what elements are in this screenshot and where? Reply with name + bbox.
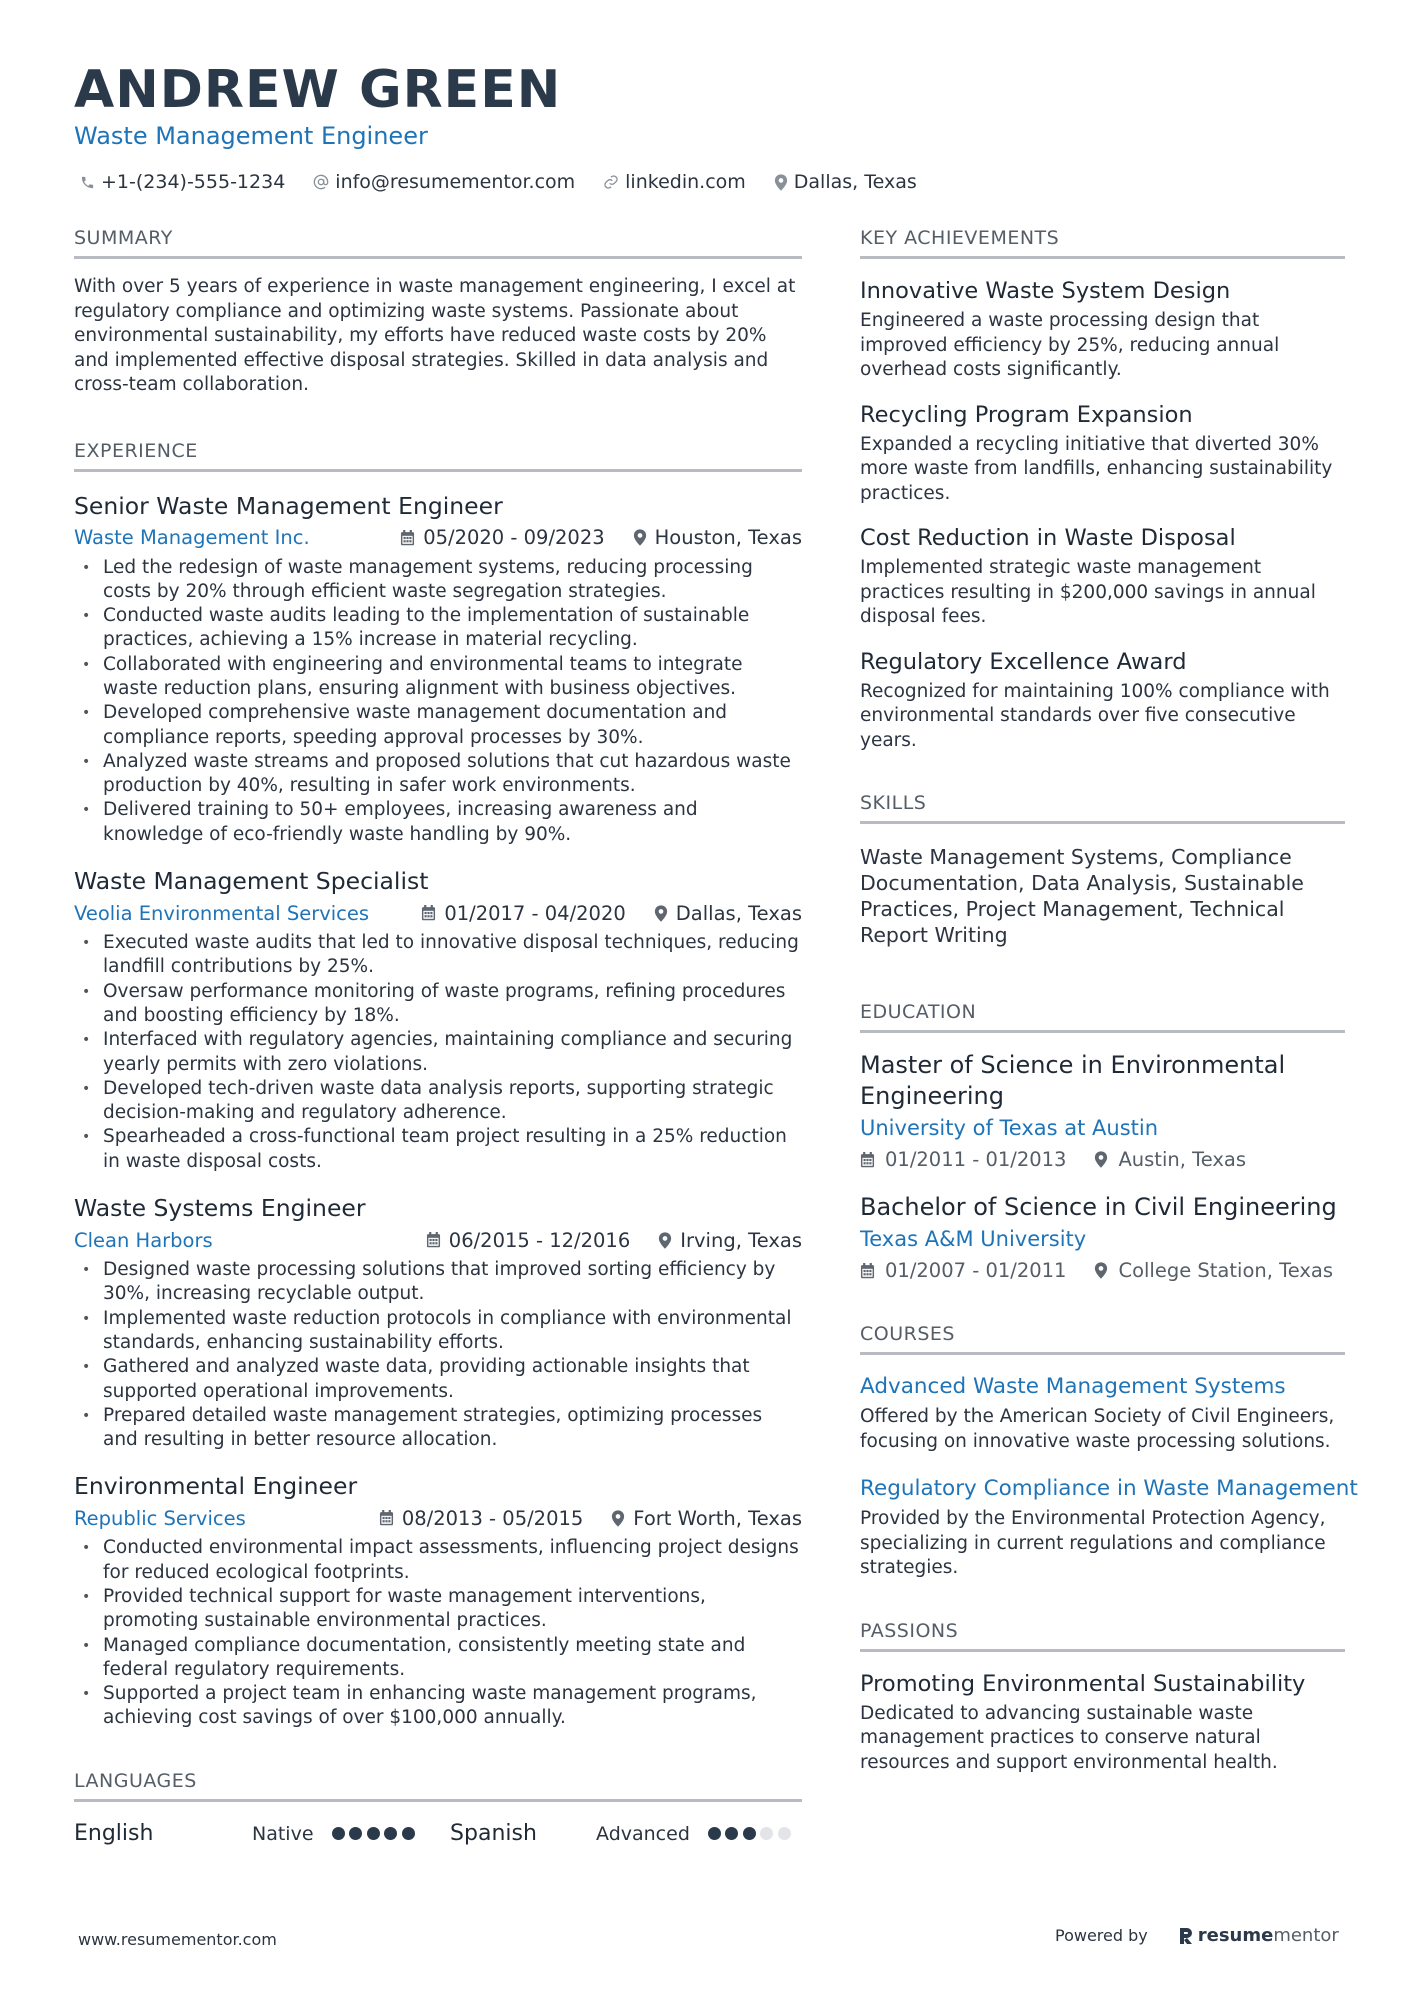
location-pin-icon — [611, 1510, 625, 1527]
job-location — [658, 1229, 802, 1252]
job-dates-text: 08/2013 - 05/2015 — [401, 1506, 584, 1530]
at-icon — [313, 174, 329, 190]
rating-dot-filled — [332, 1827, 345, 1840]
language-rating — [332, 1827, 420, 1840]
section-title-languages: LANGUAGES — [74, 1767, 802, 1802]
footer-branding — [1055, 1925, 1339, 1946]
job-bullets — [74, 1258, 802, 1452]
phone-text: +1-(234)-555-1234 — [101, 171, 286, 193]
job-bullet: • Managed compliance documentation, consistently meeting state and federal regulatory requirements. — [74, 1634, 802, 1683]
education-dates-text: 01/2011 - 01/2013 — [885, 1148, 1067, 1171]
linkedin-text: linkedin.com — [625, 171, 746, 193]
job-bullet: • Oversaw performance monitoring of waste programs, refining procedures and boosting efficiency by 18%. — [74, 980, 802, 1029]
contact-linkedin[interactable] — [603, 171, 746, 193]
languages-row — [74, 1818, 802, 1850]
location-pin-icon — [1094, 1151, 1108, 1168]
course-title: Regulatory Compliance in Waste Management — [860, 1476, 1358, 1501]
job-entry — [74, 865, 802, 1174]
calendar-icon — [426, 1232, 441, 1248]
job-bullet: • Interfaced with regulatory agencies, maintaining compliance and securing yearly permits with zero violations. — [74, 1028, 802, 1077]
job-meta — [74, 1502, 802, 1534]
education-location — [1094, 1259, 1333, 1282]
language-level: Native — [252, 1822, 314, 1845]
contact-location — [774, 171, 917, 193]
section-title-passions: PASSIONS — [860, 1617, 1345, 1652]
job-bullets — [74, 1536, 802, 1730]
candidate-title: Waste Management Engineer — [74, 122, 428, 150]
link-icon — [603, 174, 619, 190]
brand-light: mentor — [1273, 1925, 1339, 1946]
section-title-key-achievements: KEY ACHIEVEMENTS — [860, 224, 1345, 259]
rating-dot-filled — [367, 1827, 380, 1840]
course-title: Advanced Waste Management Systems — [860, 1374, 1286, 1399]
education-school: University of Texas at Austin — [860, 1116, 1159, 1140]
education-location-text: Austin, Texas — [1118, 1148, 1247, 1171]
job-location-text: Fort Worth, Texas — [633, 1506, 802, 1530]
education-degree: Bachelor of Science in Civil Engineering — [860, 1193, 1337, 1221]
language-level: Advanced — [596, 1822, 690, 1845]
job-bullet: • Analyzed waste streams and proposed solutions that cut hazardous waste production by 40%, resulting in safer work environments. — [74, 750, 802, 799]
education-meta — [860, 1144, 1345, 1175]
skills-section — [860, 789, 1345, 948]
job-dates — [379, 1507, 583, 1530]
location-pin-icon — [658, 1232, 672, 1249]
section-title-skills: SKILLS — [860, 789, 1345, 824]
course-item — [860, 1474, 1358, 1581]
job-bullet: • Implemented waste reduction protocols in compliance with environmental standards, enhancing sustainability efforts. — [74, 1307, 802, 1356]
job-location — [633, 526, 802, 549]
job-location — [611, 1507, 802, 1530]
job-meta — [74, 897, 802, 929]
job-dates-text: 05/2020 - 09/2023 — [423, 526, 605, 549]
calendar-icon — [421, 905, 436, 921]
courses-section — [860, 1320, 1358, 1581]
summary-text: With over 5 years of experience in waste management engineering, I excel at regulatory compliance and optimizing waste systems. Passionate about environmental sustainability, my efforts have reduced waste costs by 20% and implemented effective disposal strategies. Skilled in data analysis and cross-team collaboration. — [74, 276, 796, 395]
job-bullet: • Developed tech-driven waste data analysis reports, supporting strategic decision-making and regulatory adherence. — [74, 1077, 802, 1126]
language-name: Spanish — [450, 1821, 537, 1847]
section-title-experience: EXPERIENCE — [74, 437, 802, 472]
left-column — [74, 224, 802, 1850]
right-column — [860, 224, 1358, 1775]
job-bullet: • Conducted waste audits leading to the implementation of sustainable practices, achieving a 15% increase in material recycling. — [74, 604, 802, 653]
job-bullet: • Gathered and analyzed waste data, providing actionable insights that supported operational improvements. — [74, 1355, 802, 1404]
job-entry — [74, 1470, 802, 1730]
job-meta — [74, 1224, 802, 1256]
education-degree: Master of Science in Environmental Engineering — [860, 1051, 1286, 1110]
phone-icon — [80, 175, 95, 190]
language-name: English — [74, 1821, 154, 1847]
experience-section — [74, 437, 802, 1731]
job-title: Senior Waste Management Engineer — [74, 491, 503, 520]
job-location-text: Dallas, Texas — [675, 901, 802, 925]
passion-item — [860, 1669, 1345, 1776]
course-item — [860, 1372, 1345, 1454]
calendar-icon — [379, 1510, 394, 1526]
rating-dot-filled — [349, 1827, 362, 1840]
job-bullet: • Spearheaded a cross-functional team project resulting in a 25% reduction in waste disposal costs. — [74, 1125, 802, 1174]
job-bullet: • Prepared detailed waste management strategies, optimizing processes and resulting in better resource allocation. — [74, 1404, 802, 1453]
job-bullets — [74, 931, 802, 1174]
course-description: Offered by the American Society of Civil Engineers, focusing on innovative waste processing solutions. — [860, 1406, 1335, 1452]
job-bullet: • Designed waste processing solutions that improved sorting efficiency by 30%, increasing recyclable output. — [74, 1258, 802, 1307]
section-title-summary: SUMMARY — [74, 224, 802, 259]
calendar-icon — [860, 1263, 875, 1279]
achievement-item — [860, 647, 1345, 754]
passion-title: Promoting Environmental Sustainability — [860, 1670, 1306, 1697]
job-dates — [400, 526, 604, 549]
rating-dot-empty — [778, 1827, 791, 1840]
achievement-title: Recycling Program Expansion — [860, 401, 1193, 428]
education-dates — [860, 1259, 1066, 1282]
achievement-item — [860, 523, 1345, 630]
achievement-item — [860, 400, 1345, 507]
contact-email[interactable] — [313, 171, 575, 193]
passion-description: Dedicated to advancing sustainable waste management practices to conserve natural resources and support environmental health. — [860, 1702, 1278, 1773]
section-title-courses: COURSES — [860, 1320, 1345, 1355]
location-text: Dallas, Texas — [793, 171, 917, 193]
job-dates-text: 01/2017 - 04/2020 — [444, 901, 626, 925]
languages-section — [74, 1767, 802, 1850]
job-title: Environmental Engineer — [74, 1472, 358, 1501]
rating-dot-filled — [384, 1827, 397, 1840]
achievements-section — [860, 224, 1345, 753]
passions-section — [860, 1617, 1345, 1776]
achievement-title: Innovative Waste System Design — [860, 278, 1231, 304]
course-description: Provided by the Environmental Protection Agency, specializing in current regulations and compliance strategies. — [860, 1508, 1326, 1578]
job-entry — [74, 1192, 802, 1452]
company-name: Republic Services — [74, 1506, 246, 1530]
education-dates-text: 01/2007 - 01/2011 — [885, 1259, 1067, 1282]
achievement-description: Engineered a waste processing design that improved efficiency by 25%, reducing annual overhead costs significantly. — [860, 310, 1280, 380]
powered-by-text: Powered by — [1055, 1926, 1148, 1945]
achievement-description: Implemented strategic waste management practices resulting in $200,000 savings in annual disposal fees. — [860, 557, 1316, 627]
calendar-icon — [860, 1152, 875, 1168]
email-text: info@resumementor.com — [335, 171, 576, 193]
resumementor-logo-icon — [1178, 1926, 1194, 1946]
education-dates — [860, 1148, 1066, 1171]
job-title: Waste Systems Engineer — [74, 1194, 366, 1223]
company-name: Veolia Environmental Services — [74, 901, 370, 925]
job-location-text: Houston, Texas — [654, 526, 802, 549]
rating-dot-filled — [725, 1827, 738, 1840]
company-name: Clean Harbors — [74, 1228, 213, 1252]
achievement-description: Recognized for maintaining 100% compliance with environmental standards over five consecutive years. — [860, 680, 1330, 751]
summary-section — [74, 224, 802, 398]
education-item — [860, 1192, 1345, 1286]
job-location — [654, 902, 802, 925]
rating-dot-filled — [743, 1827, 756, 1840]
achievement-description: Expanded a recycling initiative that diverted 30% more waste from landfills, enhancing sustainability practices. — [860, 433, 1333, 504]
contact-phone[interactable] — [80, 171, 285, 193]
education-school: Texas A&M University — [860, 1227, 1087, 1251]
job-location-text: Irving, Texas — [680, 1228, 802, 1252]
education-item — [860, 1050, 1345, 1175]
job-bullet: • Developed comprehensive waste management documentation and compliance reports, speeding approval processes by 30%. — [74, 701, 802, 750]
job-bullet: • Conducted environmental impact assessments, influencing project designs for reduced ecological footprints. — [74, 1536, 802, 1585]
job-bullets — [74, 556, 802, 848]
location-pin-icon — [1094, 1262, 1108, 1279]
achievement-item — [860, 276, 1345, 383]
job-bullet: • Delivered training to 50+ employees, increasing awareness and knowledge of eco-friendly waste handling by 90%. — [74, 798, 802, 847]
job-bullet: • Supported a project team in enhancing waste management programs, achieving cost savings of over $100,000 annually. — [74, 1682, 802, 1731]
education-location-text: College Station, Texas — [1118, 1259, 1334, 1282]
rating-dot-filled — [708, 1827, 721, 1840]
achievement-title: Regulatory Excellence Award — [860, 648, 1187, 675]
job-entry — [74, 490, 802, 848]
education-meta — [860, 1255, 1345, 1286]
language-rating — [708, 1827, 796, 1840]
footer-website[interactable]: www.resumementor.com — [78, 1930, 277, 1949]
calendar-icon — [400, 530, 415, 546]
achievement-title: Cost Reduction in Waste Disposal — [860, 525, 1236, 551]
job-bullet: • Executed waste audits that led to innovative disposal techniques, reducing landfill contributions by 25%. — [74, 931, 802, 980]
job-bullet: • Led the redesign of waste management systems, reducing processing costs by 20% through efficient waste segregation strategies. — [74, 556, 802, 605]
job-dates-text: 06/2015 - 12/2016 — [448, 1228, 631, 1252]
section-title-education: EDUCATION — [860, 998, 1345, 1033]
education-section — [860, 998, 1345, 1286]
location-pin-icon — [774, 174, 788, 191]
skills-text: Waste Management Systems, Compliance Documentation, Data Analysis, Sustainable Practices, Project Management, Technical Report Writing — [860, 845, 1304, 947]
contact-bar — [80, 168, 945, 196]
job-meta — [74, 522, 802, 554]
job-dates — [426, 1229, 630, 1252]
job-bullet: • Collaborated with engineering and environmental teams to integrate waste reduction plans, ensuring alignment with business objectives. — [74, 653, 802, 702]
resumementor-logo[interactable] — [1178, 1925, 1339, 1946]
job-dates — [421, 902, 625, 925]
job-bullet: • Provided technical support for waste management interventions, promoting sustainable environmental practices. — [74, 1585, 802, 1634]
brand-bold: resume — [1197, 1925, 1274, 1946]
candidate-name: ANDREW GREEN — [74, 60, 562, 120]
job-title: Waste Management Specialist — [74, 867, 429, 896]
location-pin-icon — [654, 905, 668, 922]
education-location — [1094, 1148, 1246, 1171]
company-name: Waste Management Inc. — [74, 526, 310, 549]
rating-dot-empty — [760, 1827, 773, 1840]
rating-dot-filled — [402, 1827, 415, 1840]
location-pin-icon — [633, 529, 647, 546]
